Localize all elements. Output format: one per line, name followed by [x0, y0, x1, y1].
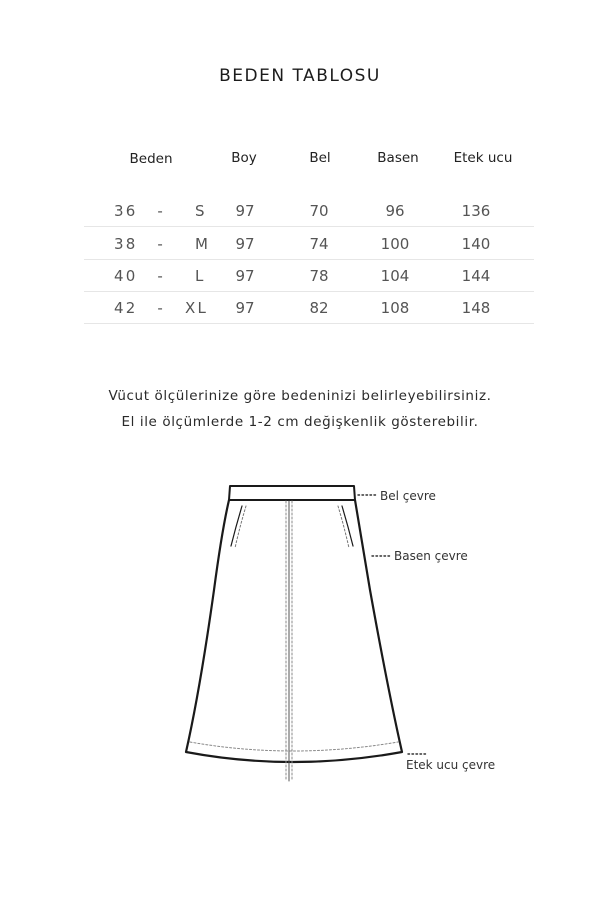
- bel-cell: 70: [309, 202, 329, 220]
- basen-cell: 96: [385, 202, 405, 220]
- note-line-1: Vücut ölçülerinize göre bedeninizi belirleyebilirsiniz.: [108, 388, 492, 404]
- header-bel: Bel: [309, 150, 331, 166]
- bel-cell: 78: [309, 267, 329, 285]
- boy-cell: 97: [235, 299, 255, 317]
- note-line-2: El ile ölçümlerde 1-2 cm değişkenlik gösterebilir.: [121, 414, 479, 430]
- basen-cell: 108: [380, 299, 410, 317]
- boy-cell: 97: [235, 202, 255, 220]
- table-row: [84, 259, 534, 292]
- header-etek-ucu: Etek ucu: [453, 150, 513, 166]
- boy-cell: 97: [235, 235, 255, 253]
- table-row: [84, 227, 534, 260]
- table-row: [84, 291, 534, 324]
- waist-label: Bel çevre: [380, 489, 436, 503]
- basen-cell: 100: [380, 235, 410, 253]
- skirt-diagram: [0, 470, 600, 790]
- size-cell: 36 - S: [114, 202, 207, 220]
- etek-cell: 144: [461, 267, 491, 285]
- header-basen: Basen: [377, 150, 419, 166]
- boy-cell: 97: [235, 267, 255, 285]
- waistband-outline: [229, 486, 355, 500]
- size-cell: 42 - XL: [114, 299, 209, 317]
- hem-stitch: [190, 742, 398, 751]
- hip-label: Basen çevre: [394, 549, 468, 563]
- etek-cell: 140: [461, 235, 491, 253]
- bel-cell: 82: [309, 299, 329, 317]
- basen-cell: 104: [380, 267, 410, 285]
- etek-cell: 148: [461, 299, 491, 317]
- etek-cell: 136: [461, 202, 491, 220]
- size-cell: 40 - L: [114, 267, 206, 285]
- header-beden: Beden: [129, 151, 173, 167]
- skirt-outline: [186, 500, 402, 762]
- size-cell: 38 - M: [114, 235, 211, 253]
- bel-cell: 74: [309, 235, 329, 253]
- table-row: [84, 194, 534, 227]
- header-boy: Boy: [231, 150, 257, 166]
- page-title: BEDEN TABLOSU: [219, 66, 381, 86]
- hem-label: Etek ucu çevre: [406, 758, 496, 772]
